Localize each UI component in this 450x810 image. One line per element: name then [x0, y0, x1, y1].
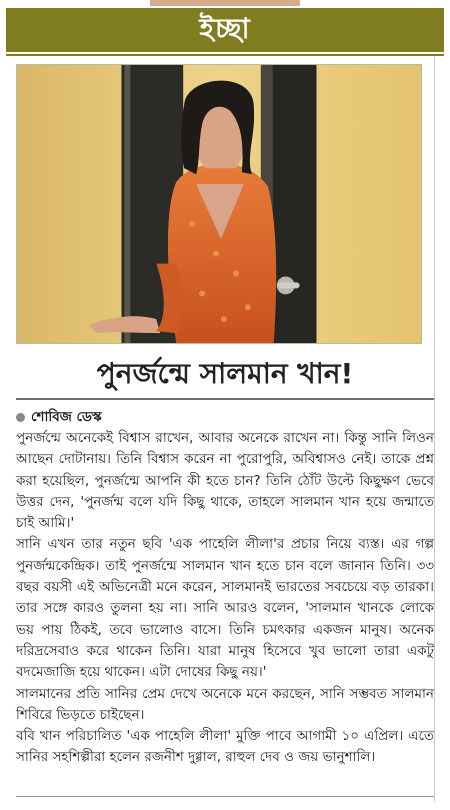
byline-text: শোবিজ ডেস্ক — [31, 409, 102, 425]
paragraph: সানি এখন তার নতুন ছবি 'এক পাহেলি লীলা'র প্রচার নিয়ে ব্যস্ত। এর গল্প পুনর্জন্মকেন্দ্রিক। তাই পুনর্জন্মে সালমান খান হতে চান বলে জানান তিনি। ৩৩ বছর বয়সী এই অভিনেত্রী মনে করেন, সালমানই ভারতের সবচেয়ে বড় তারকা। তার সঙ্গে কারও তুলনা হয় না। সানি আরও বলেন, 'সালমান খানকে লোকে ভয় পায় ঠিকই, তবে ভালোও বাসে। তিনি চমৎকার একজন মানুষ। অনেক দরিদ্রসেবাও করে থাকেন তিনি। যারা মানুষ হিসেবে খুব ভালো তারা একটু বদমেজাজি হয়ে থাকেন। এটা দোষের কিছু নয়।' — [16, 536, 434, 681]
article-body — [16, 428, 434, 769]
previous-article-image-edge — [150, 0, 300, 6]
portrait-photo — [17, 65, 421, 343]
section-header — [6, 8, 444, 52]
column-rule — [434, 56, 435, 801]
byline — [16, 406, 102, 429]
section-title: ইচ্ছা — [199, 11, 251, 45]
top-strip — [0, 0, 450, 6]
bullet-icon — [16, 413, 25, 422]
paragraph: ববি খান পরিচালিত 'এক পাহেলি লীলা' মুক্তি পাবে আগামী ১০ এপ্রিল। এতে সানির সহশিল্পীরা হলেন রজনীশ দুগ্গাল, রাহুল দেব ও জয় ভানুশালি। — [16, 728, 434, 766]
article-photo — [16, 64, 422, 344]
bottom-rule — [16, 796, 434, 797]
paragraph: পুনর্জন্মে অনেকেই বিশ্বাস রাখেন, আবার অনেকে রাখেন না। কিন্তু সানি লিওন আছেন দোটানায়। তিনি বিশ্বাস করেন না পুরোপুরি, অবিশ্বাসও নেই। তাকে প্রশ্ন করা হয়েছিল, পুনর্জন্মে আপনি কী হতে চান? তিনি ঠোঁট উল্টে কিছুক্ষণ ভেবে উত্তর দেন, 'পুনর্জন্ম বলে যদি কিছু থাকে, তাহলে সালমান খান হয়ে জন্মাতে চাই আমি।' — [16, 430, 434, 532]
headline-rule — [16, 398, 434, 400]
section-rule — [6, 54, 444, 56]
article-headline: পুনর্জন্মে সালমান খান! — [96, 357, 354, 390]
paragraph: সালমানের প্রতি সানির প্রেম দেখে অনেকে মনে করছেন, সানি সম্ভবত সালমান শিবিরে ভিড়তে চাইছেন। — [16, 685, 434, 723]
photo-illustration — [17, 65, 421, 343]
